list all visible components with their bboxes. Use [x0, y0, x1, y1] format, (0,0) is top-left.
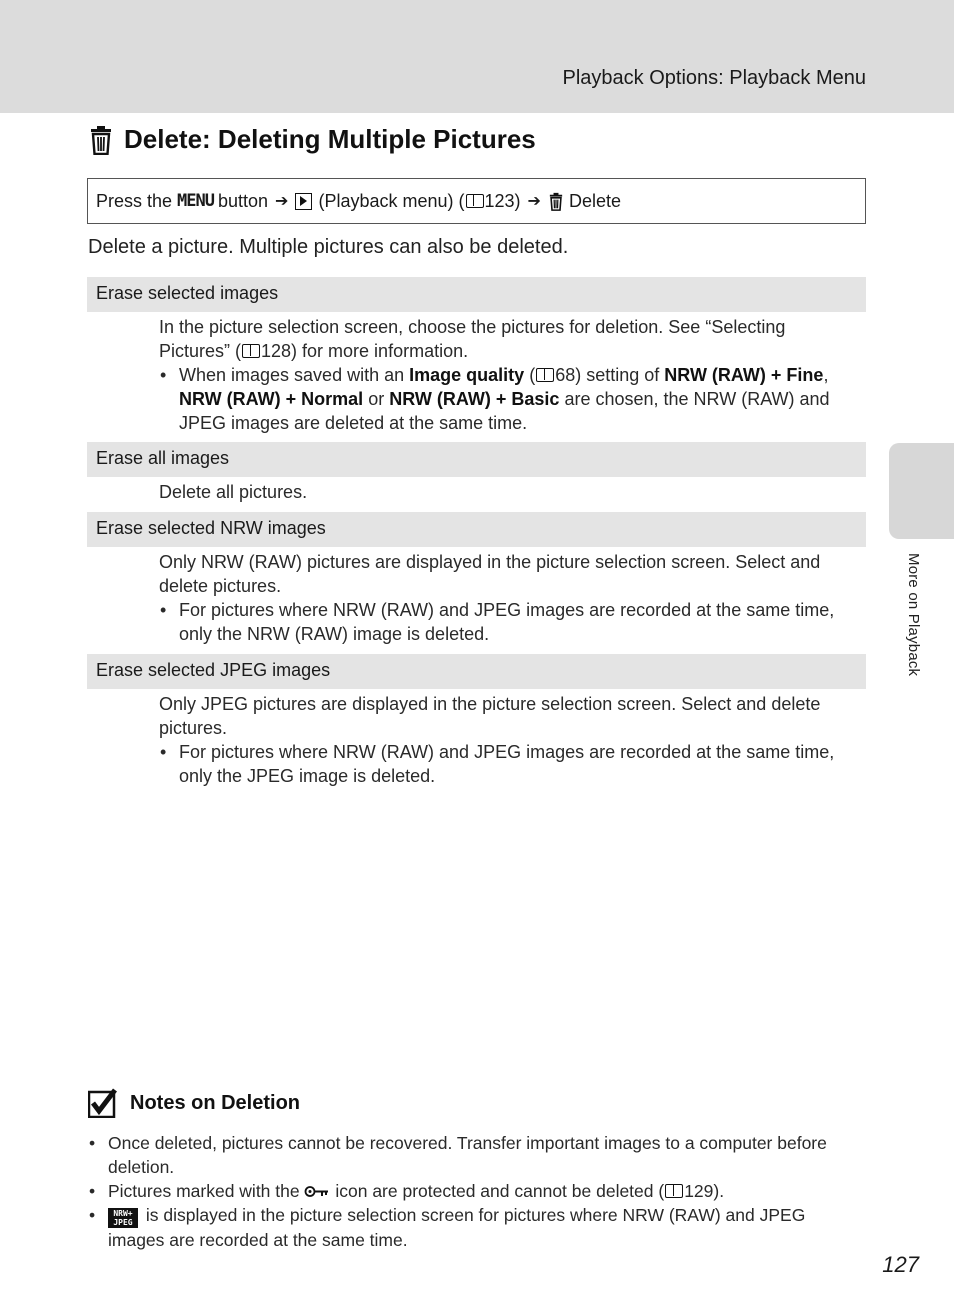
page-ref-icon: [466, 194, 484, 208]
page-title-row: [88, 124, 536, 155]
note-item: • Once deleted, pictures cannot be recovered. Transfer important images to a computer before deletion.: [88, 1131, 858, 1179]
section-body-erase-nrw: [159, 550, 859, 646]
trash-icon: [548, 192, 564, 211]
playback-icon: [295, 193, 312, 210]
page-ref-icon: [242, 344, 260, 358]
text: (: [529, 365, 536, 385]
bold-text: NRW (RAW) + Normal: [179, 389, 364, 409]
arrow-right-icon: ➔: [527, 193, 541, 210]
nav-press-text: Press the: [96, 190, 173, 211]
checkmark-icon: [88, 1088, 118, 1118]
page-title: Delete: Deleting Multiple Pictures: [124, 124, 536, 154]
section-body-erase-selected: [159, 315, 859, 435]
header-title: Playback Options: Playback Menu: [562, 67, 866, 89]
text: 129).: [684, 1181, 725, 1201]
bullet-item: • For pictures where NRW (RAW) and JPEG images are recorded at the same time, only the JPEG image is deleted.: [159, 740, 859, 788]
header-band: [0, 0, 954, 113]
text: are chosen, the NRW (RAW) and JPEG images are deleted at the same time.: [179, 389, 830, 433]
bold-text: Image quality: [409, 365, 525, 385]
text: In the picture selection screen, choose the pictures for deletion. See “Selecting Pictures” (: [159, 317, 786, 361]
bullet-item: [159, 363, 859, 435]
nav-ref-text: 123): [484, 190, 521, 211]
text: Pictures marked with the: [108, 1181, 300, 1201]
text: icon are protected and cannot be deleted (: [335, 1181, 665, 1201]
section-heading-erase-selected: Erase selected images: [87, 277, 866, 312]
protect-key-icon: [304, 1185, 330, 1198]
section-paragraph: Delete all pictures.: [159, 482, 308, 502]
bold-text: NRW (RAW) + Basic: [389, 389, 560, 409]
nav-playback-menu-text: (Playback menu) (: [318, 190, 465, 211]
page-ref-icon: [536, 368, 554, 382]
menu-button-glyph: MENU: [177, 191, 214, 211]
bold-text: NRW (RAW) + Fine: [664, 365, 824, 385]
nav-button-text: button: [218, 190, 269, 211]
section-paragraph: Only NRW (RAW) pictures are displayed in the picture selection screen. Select and delete pictures.: [159, 552, 821, 596]
section-paragraph: [159, 315, 859, 363]
note-item: [88, 1179, 858, 1203]
notes-header: [88, 1088, 300, 1118]
nav-delete-text: Delete: [568, 190, 621, 211]
text: is displayed in the picture selection screen for pictures where NRW (RAW) and JPEG images are recorded at the same time.: [108, 1205, 806, 1250]
section-body-erase-jpeg: [159, 692, 859, 788]
bullet-item: • For pictures where NRW (RAW) and JPEG images are recorded at the same time, only the NRW (RAW) image is deleted.: [159, 598, 859, 646]
page-ref-icon: [665, 1184, 683, 1198]
jpeg-label: JPEG: [113, 1218, 133, 1227]
section-body-erase-all: [159, 480, 859, 504]
intro-text: Delete a picture. Multiple pictures can also be deleted.: [88, 236, 569, 258]
text: ,: [823, 365, 829, 385]
section-heading-erase-nrw: Erase selected NRW images: [87, 512, 866, 547]
text: or: [368, 389, 385, 409]
arrow-right-icon: ➔: [275, 193, 289, 210]
text: 128) for more information.: [261, 341, 469, 361]
nrw-label: NRW+: [113, 1209, 133, 1218]
text: 68) setting of: [555, 365, 660, 385]
section-paragraph: Only JPEG pictures are displayed in the picture selection screen. Select and delete pictures.: [159, 694, 821, 738]
section-heading-erase-jpeg: Erase selected JPEG images: [87, 654, 866, 689]
trash-icon: [88, 125, 114, 155]
notes-title: Notes on Deletion: [130, 1091, 301, 1114]
text: When images saved with an: [179, 365, 405, 385]
side-tab: [889, 443, 954, 539]
section-heading-erase-all: Erase all images: [87, 442, 866, 477]
note-item: [88, 1203, 858, 1252]
nrw-jpeg-icon: [108, 1208, 138, 1228]
page-number: 127: [882, 1252, 919, 1277]
menu-path-box: [87, 178, 866, 224]
side-tab-label: More on Playback: [905, 553, 922, 677]
notes-list: [88, 1131, 858, 1252]
